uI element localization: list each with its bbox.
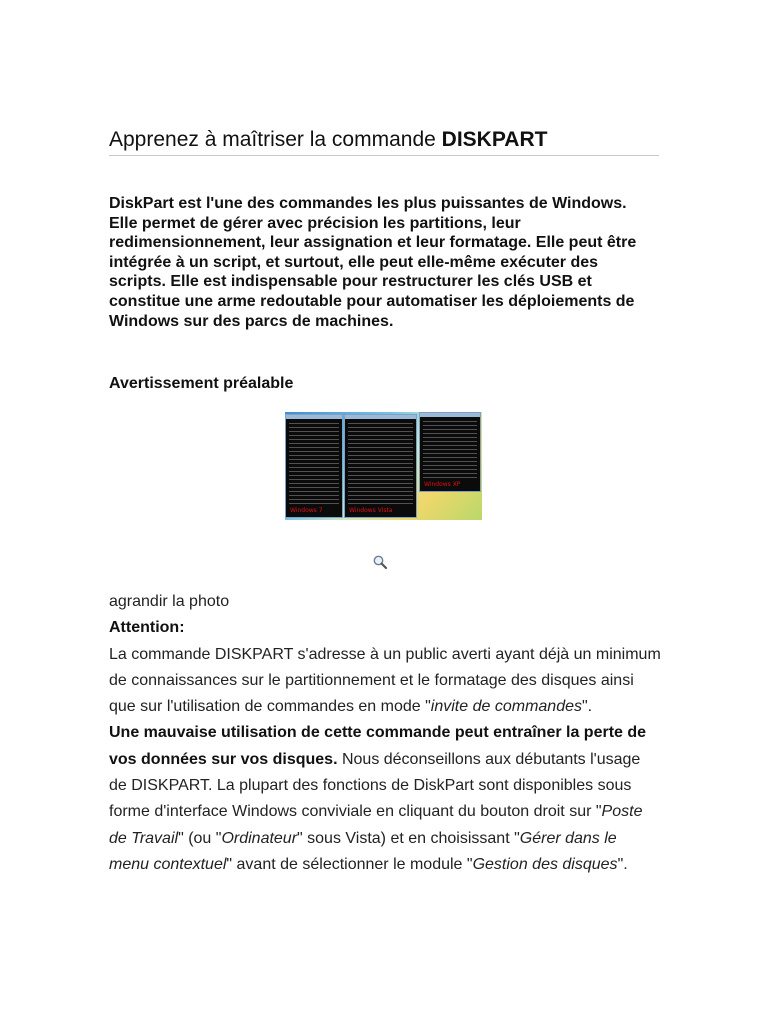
intro-paragraph: DiskPart est l'une des commandes les plus puissantes de Windows. Elle permet de gérer avec précision les partitions, leur redimensionnement, leur assignation et leur formatage. Elle peut être intégrée à un script, et surtout, elle peut elle-même exécuter des scripts. Elle est indispensable pour restructurer les clés USB et constitue une arme redoutable pour automatiser les déploiements de Windows sur des parcs de machines. xyxy=(109,195,637,330)
console-text-lines xyxy=(289,423,339,505)
italic-run: Ordinateur xyxy=(221,829,298,847)
text-run: " sous Vista) et en choisissant " xyxy=(297,829,520,847)
title-regular: Apprenez à maîtriser la commande xyxy=(109,128,436,151)
warning-bold-text: Une mauvaise utilisation de cette commande peut entraîner la perte de vos données sur vos disques. xyxy=(109,724,647,768)
photo-label-windowsvista: Windows Vista xyxy=(349,507,393,514)
console-text-lines xyxy=(423,421,477,479)
enlarge-photo-link[interactable]: agrandir la photo xyxy=(109,593,230,610)
photo-label-windowsxp: Windows XP xyxy=(424,481,461,488)
paragraph-warning xyxy=(109,720,661,878)
article-body xyxy=(109,589,661,878)
text-run: ". xyxy=(617,855,628,873)
italic-run: Poste de Travail xyxy=(109,803,643,847)
article-title xyxy=(109,126,659,154)
window-titlebar xyxy=(420,413,480,417)
text-run: ". xyxy=(581,698,593,716)
paragraph-prerequisites xyxy=(109,642,661,721)
magnifier-icon[interactable] xyxy=(372,554,388,570)
text-run: Nous déconseillons aux débutants l'usage de DISKPART. La plupart des fonctions de DiskPart sont disponibles sous forme d'interface Windows conviviale en cliquant du bouton droit sur " xyxy=(109,750,641,821)
windows7-console-thumbnail xyxy=(285,414,343,518)
section-subheading: Avertissement préalable xyxy=(109,375,294,392)
attention-label: Attention: xyxy=(109,619,185,637)
photo-label-windows7: Windows 7 xyxy=(290,507,323,514)
text-run: " avant de sélectionner le module " xyxy=(226,855,473,873)
text-run: " (ou " xyxy=(178,829,222,847)
text-run: La commande DISKPART s'adresse à un public averti ayant déjà un minimum de connaissances sur le partitionnement et le formatage des disques ainsi que sur l'utilisation de commandes en mode " xyxy=(109,645,661,716)
screenshots-photo[interactable] xyxy=(285,412,482,520)
italic-run: Gestion des disques xyxy=(472,855,618,873)
window-titlebar xyxy=(286,415,342,419)
window-titlebar xyxy=(345,415,416,419)
console-text-lines xyxy=(348,423,413,505)
title-divider xyxy=(109,155,659,156)
windowsvista-console-thumbnail xyxy=(344,414,417,518)
italic-run: invite de commandes xyxy=(430,698,582,716)
title-bold: DISKPART xyxy=(441,128,548,151)
italic-run: Gérer dans le menu contextuel xyxy=(109,829,617,873)
windowsxp-console-thumbnail xyxy=(419,412,481,492)
